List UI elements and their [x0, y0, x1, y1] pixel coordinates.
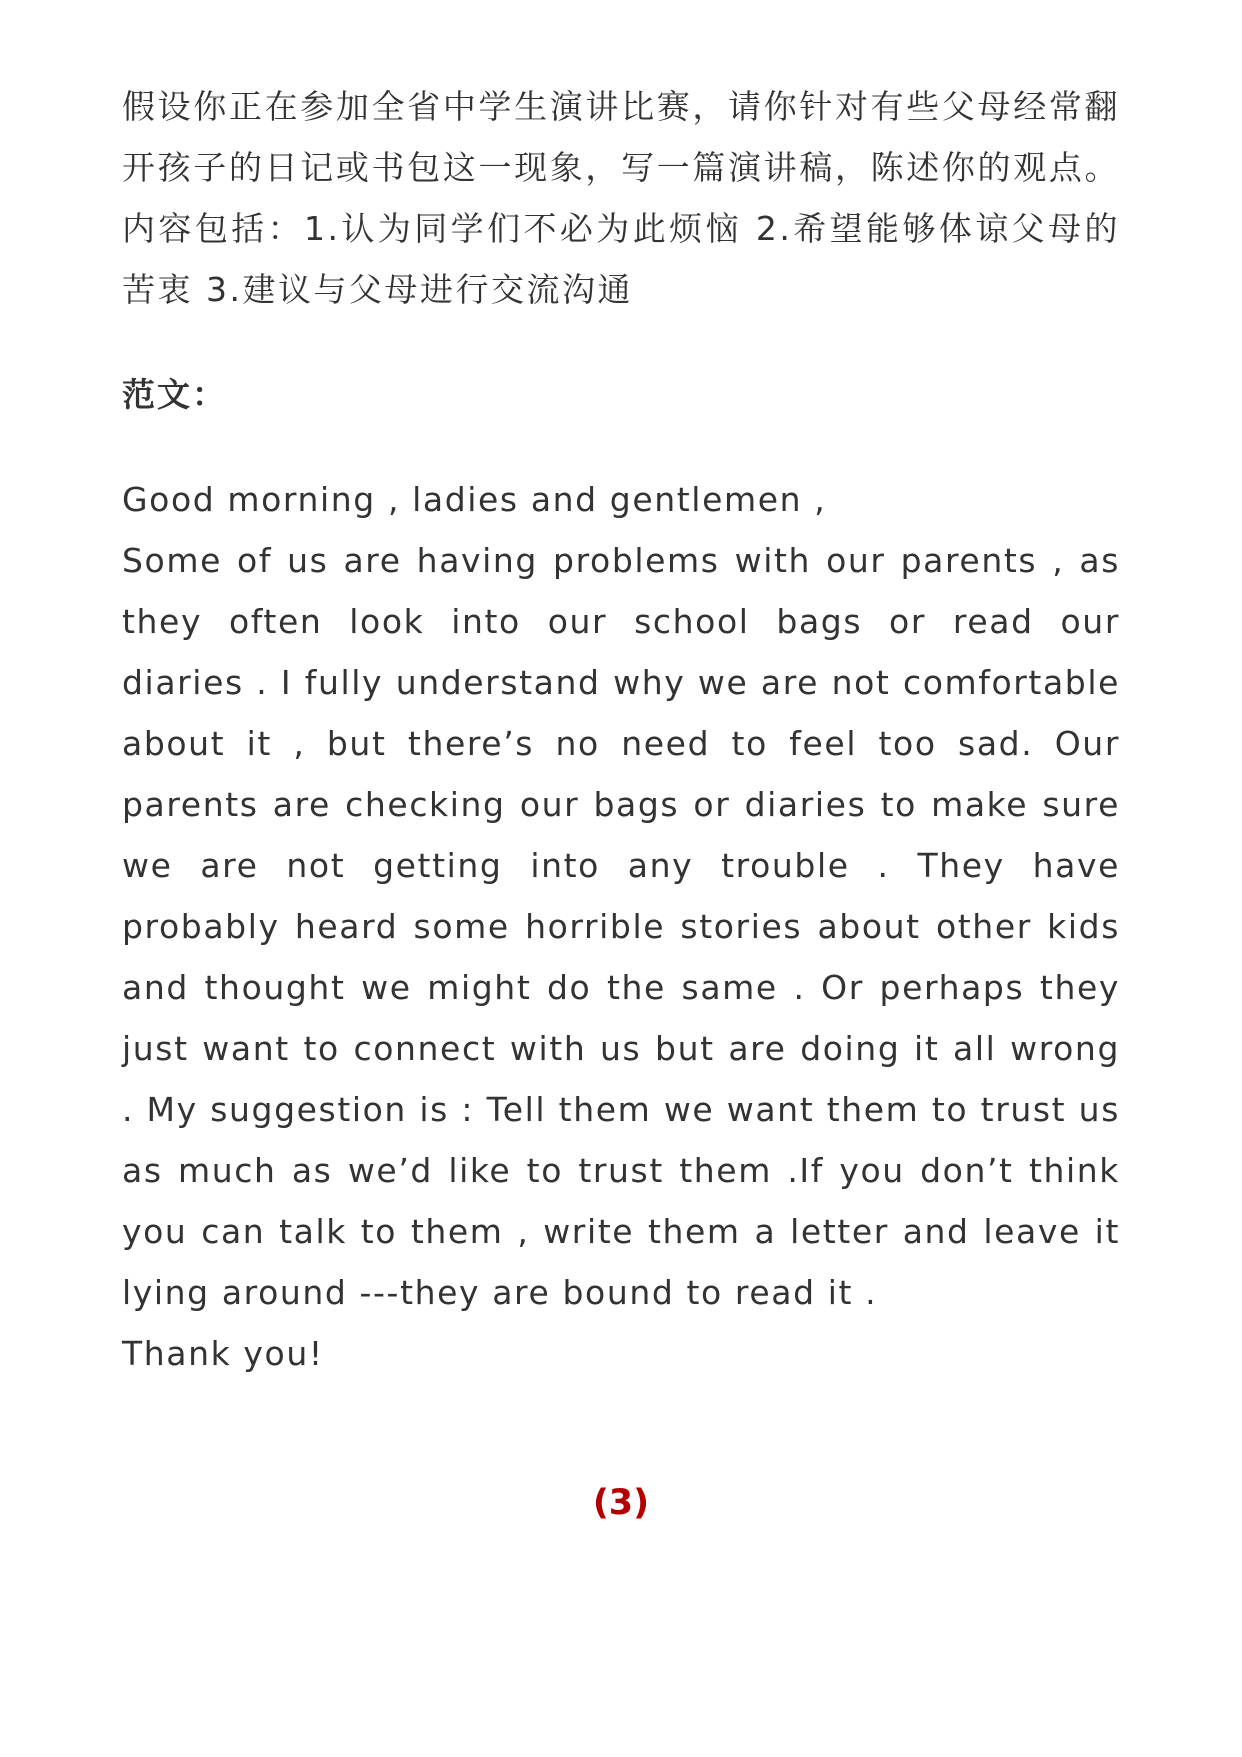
sample-essay — [122, 469, 1120, 1384]
writing-prompt: 假设你正在参加全省中学生演讲比赛，请你针对有些父母经常翻开孩子的日记或书包这一现象，写一篇演讲稿，陈述你的观点。 内容包括：1.认为同学们不必为此烦恼 2.希望能够体谅父母的苦衷 3.建议与父母进行交流沟通 — [122, 87, 1120, 309]
page-number: (3) — [592, 1483, 650, 1523]
essay-body: Some of us are having problems with our parents , as they often look into our school bags or read our diaries . I fully understand why we are not comfortable about it , but there’s no need to feel too sad. Our parents are checking our bags or diaries to make sure we are not getting into any trouble . They have probably heard some horrible stories about other kids and thought we might do the same . Or perhaps they just want to connect with us but are doing it all wrong . My suggestion is : Tell them we want them to trust us as much as we’d like to trust them .If you don’t think you can talk to them , write them a letter and leave it lying around ---they are bound to read it . — [122, 541, 1120, 1312]
essay-greeting: Good morning , ladies and gentlemen , — [122, 480, 827, 519]
document-page — [122, 76, 1120, 1384]
sample-essay-heading: 范文： — [122, 375, 227, 414]
essay-closing: Thank you! — [122, 1334, 324, 1373]
